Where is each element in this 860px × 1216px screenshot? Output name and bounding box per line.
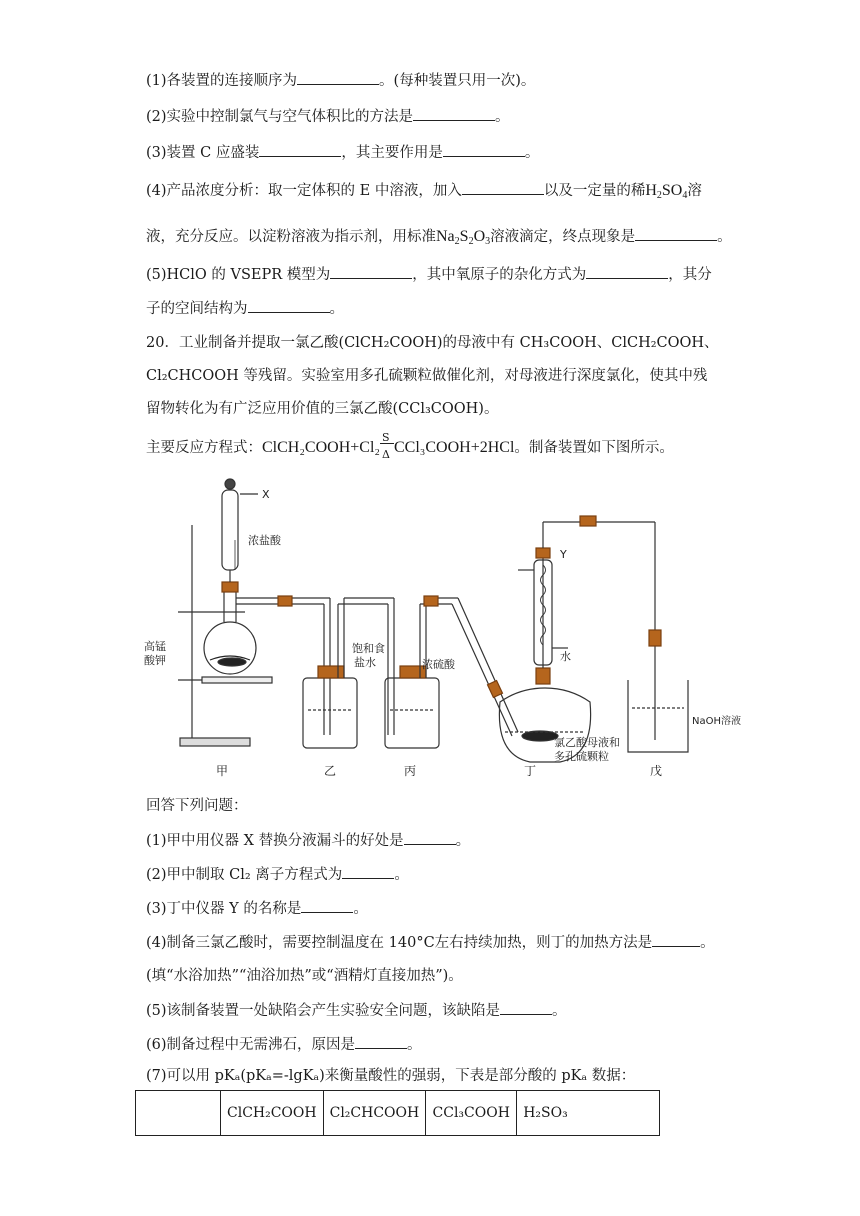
q20-4: (4)制备三氯乙酸时，需要控制温度在 140°C左右持续加热，则丁的加热方法是 。: [146, 932, 715, 953]
svg-text:丁: 丁: [524, 764, 537, 778]
svg-text:饱和食: 饱和食: [352, 642, 385, 655]
answer-blank[interactable]: [462, 180, 544, 195]
q20-line2: Cl₂CHCOOH 等残留。实验室用多孔硫颗粒做催化剂，对母液进行深度氯化，使其中残: [146, 368, 708, 384]
apparatus-captions: [216, 763, 662, 778]
svg-text:Y: Y: [560, 548, 567, 561]
answer-blank[interactable]: [297, 70, 379, 85]
formula-na2s2o3: $Na_2S_2O_3$: [436, 228, 491, 247]
answer-blank[interactable]: [500, 1000, 552, 1015]
table-row: [136, 1091, 660, 1136]
table-cell: H₂SO₃: [517, 1091, 660, 1136]
svg-text:水: 水: [560, 650, 571, 663]
stand-jia: [178, 525, 272, 746]
q20-3: (3)丁中仪器 Y 的名称是 。: [146, 898, 368, 919]
svg-text:氯乙酸母液和: 氯乙酸母液和: [554, 736, 620, 749]
svg-text:丙: 丙: [404, 764, 417, 778]
question-2: (2)实验中控制氯气与空气体积比的方法是 。: [146, 106, 510, 127]
tubing-jia-yi: [236, 596, 330, 735]
beaker-wu: [628, 522, 741, 752]
svg-text:浓盐酸: 浓盐酸: [248, 534, 281, 547]
answer-blank[interactable]: [652, 932, 700, 947]
bottle-yi: [303, 598, 394, 748]
table-cell: Cl₂CHCOOH: [323, 1091, 426, 1136]
q20-5: (5)该制备装置一处缺陷会产生实验安全问题，该缺陷是 。: [146, 1000, 567, 1021]
question-1: (1)各装置的连接顺序为 。(每种装置只用一次)。: [146, 70, 535, 91]
formula-h2so4: $H_2SO_4$: [645, 182, 688, 201]
answer-blank[interactable]: [355, 1034, 407, 1049]
q20-line1: 20．工业制备并提取一氯乙酸(ClCH₂COOH)的母液中有 CH₃COOH、ClCH₂COOH、: [146, 335, 719, 351]
answer-blank[interactable]: [635, 226, 717, 241]
svg-text:浓硫酸: 浓硫酸: [422, 658, 455, 671]
apparatus-diagram: [140, 470, 760, 790]
svg-text:NaOH溶液: NaOH溶液: [692, 716, 741, 727]
table-cell: [136, 1091, 221, 1136]
answer-blank[interactable]: [443, 142, 525, 157]
q20-6: (6)制备过程中无需沸石，原因是 。: [146, 1034, 422, 1055]
svg-text:戊: 戊: [650, 764, 663, 778]
answer-blank[interactable]: [248, 298, 330, 313]
answer-blank[interactable]: [330, 264, 412, 279]
answer-blank[interactable]: [404, 830, 456, 845]
table-cell: ClCH₂COOH: [221, 1091, 324, 1136]
answer-blank[interactable]: [259, 142, 341, 157]
q20-7: (7)可以用 pKₐ(pKₐ=-lgKₐ)来衡量酸性的强弱，下表是部分酸的 pKₐ 数据：: [146, 1068, 636, 1084]
q20-4-hint: (填“水浴加热”“油浴加热”或“酒精灯直接加热”)。: [146, 968, 463, 984]
answer-intro: 回答下列问题：: [146, 798, 248, 814]
reaction-condition: $\frac{S}{\Delta}$: [380, 438, 394, 458]
svg-text:高锰: 高锰: [144, 640, 166, 653]
svg-text:酸钾: 酸钾: [144, 654, 166, 667]
question-4-cont: 液，充分反应。以淀粉溶液为指示剂，用标准$Na_2S_2O_3$溶液滴定，终点现象是 。: [146, 228, 732, 247]
flask-ding: [499, 516, 655, 763]
flask-jia: [144, 479, 282, 674]
answer-blank[interactable]: [342, 864, 394, 879]
svg-text:甲: 甲: [216, 764, 229, 778]
answer-blank[interactable]: [586, 264, 668, 279]
svg-text:X: X: [262, 488, 270, 501]
q20-line3: 留物转化为有广泛应用价值的三氯乙酸(CCl₃COOH)。: [146, 401, 499, 417]
tubing-bing-ding: [452, 598, 518, 736]
question-5: (5)HClO 的 VSEPR 模型为 ，其中氧原子的杂化方式为 ，其分: [146, 264, 712, 285]
svg-text:乙: 乙: [324, 764, 337, 778]
pka-table: [135, 1090, 660, 1136]
svg-text:多孔硫颗粒: 多孔硫颗粒: [554, 750, 609, 763]
answer-blank[interactable]: [413, 106, 495, 121]
reaction-equation: 主要反应方程式：ClCH₂COOH+Cl₂ $\frac{S}{\Delta}$ CCl₃COOH+2HCl。制备装置如下图所示。: [146, 431, 674, 461]
table-cell: CCl₃COOH: [426, 1091, 517, 1136]
q20-2: (2)甲中制取 Cl₂ 离子方程式为 。: [146, 864, 409, 885]
question-5-cont: 子的空间结构为 。: [146, 298, 344, 319]
question-4: (4)产品浓度分析：取一定体积的 E 中溶液，加入 以及一定量的稀$H_2SO_4$溶: [146, 182, 702, 201]
question-3: (3)装置 C 应盛装 ，其主要作用是 。: [146, 142, 539, 163]
q20-1: (1)甲中用仪器 X 替换分液漏斗的好处是 。: [146, 830, 470, 851]
bottle-bing: [385, 596, 458, 748]
answer-blank[interactable]: [301, 898, 353, 913]
svg-text:盐水: 盐水: [354, 656, 376, 669]
